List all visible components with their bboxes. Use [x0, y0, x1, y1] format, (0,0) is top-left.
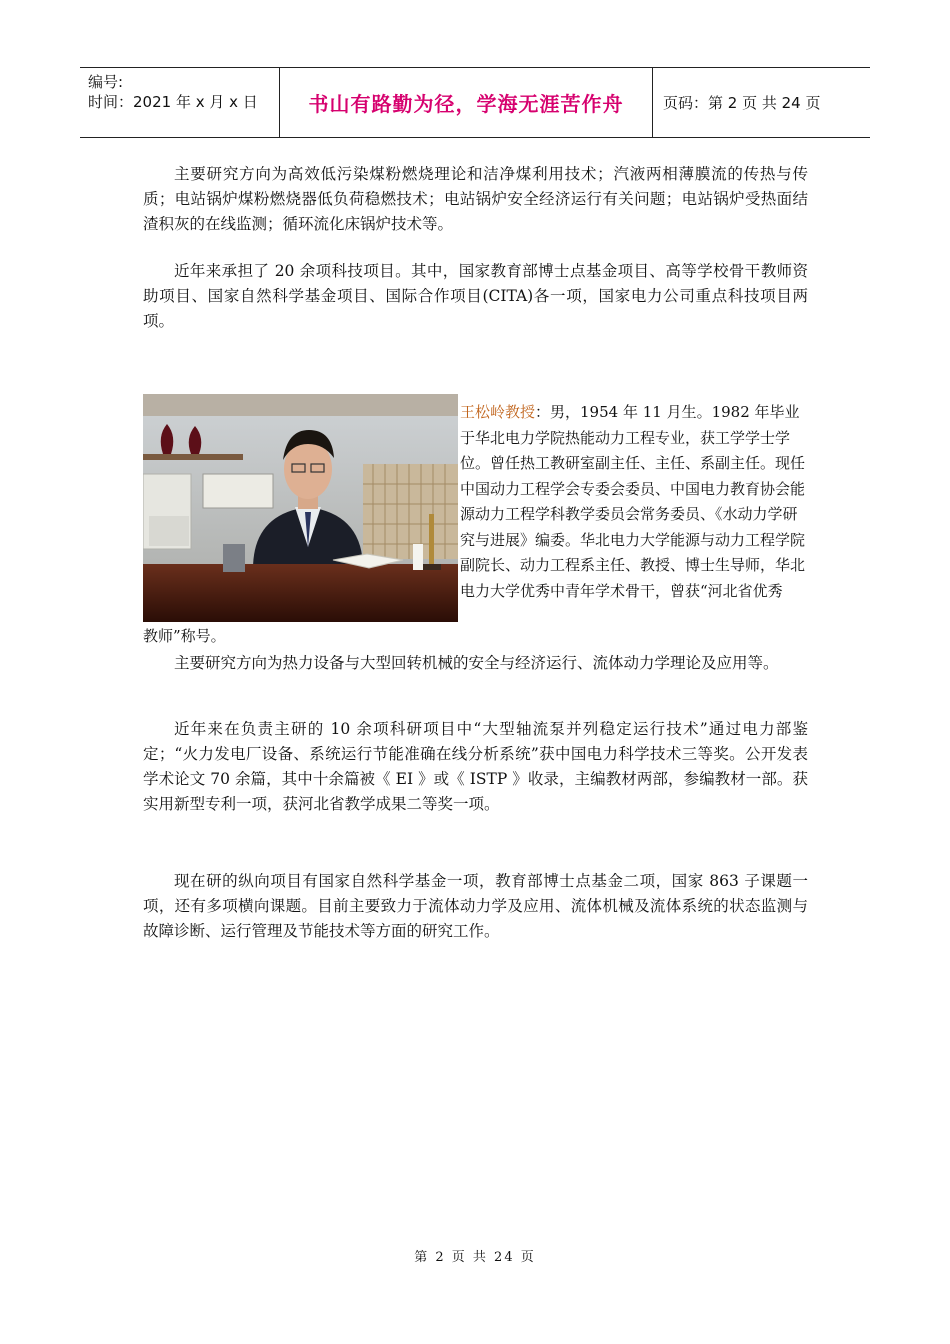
- professor-bio: [460, 400, 810, 604]
- header-meta: [80, 68, 280, 137]
- paragraph-research-direction-2: 主要研究方向为热力设备与大型回转机械的安全与经济运行、流体动力学理论及应用等。: [174, 654, 779, 672]
- professor-name: 王松岭教授: [460, 403, 536, 421]
- paragraph-research-direction: 主要研究方向为高效低污染煤粉燃烧理论和洁净煤利用技术；汽液两相薄膜流的传热与传质；电站锅炉煤粉燃烧器低负荷稳燃技术；电站锅炉安全经济运行有关问题；电站锅炉受热面结渣积灰的在线监测；循环流化床锅炉技术等。: [143, 165, 808, 233]
- document-number-label: 编号:: [88, 73, 124, 91]
- document-time-label: 时间：2021 年 x 月 x 日: [88, 93, 258, 111]
- header-motto: 书山有路勤为径，学海无涯苦作舟: [280, 68, 653, 137]
- header-page-label: 页码：第 2 页 共 24 页: [663, 94, 821, 112]
- page-header: [80, 67, 870, 138]
- professor-bio-text: ：男，1954 年 11 月生。1982 年毕业于华北电力学院热能动力工程专业，获工学学士学位。曾任热工教研室副主任、主任、系副主任。现任中国动力工程学会专委会委员、中国电力教育协会能源动力工程学科教学委员会常务委员、《水动力学研究与进展》编委。华北电力大学能源与动力工程学院副院长、动力工程系主任、教授、博士生导师，华北电力大学优秀中青年学术骨干，曾获“河北省优秀: [460, 403, 806, 600]
- professor-photo: [143, 394, 458, 622]
- professor-bio-tail: 教师”称号。: [143, 627, 226, 645]
- paragraph-projects: 近年来承担了 20 余项科技项目。其中，国家教育部博士点基金项目、高等学校骨干教师资助项目、国家自然科学基金项目、国际合作项目(CITA)各一项，国家电力公司重点科技项目两项。: [143, 262, 808, 330]
- paragraph-achievements: 近年来在负责主研的 10 余项科研项目中“大型轴流泵并列稳定运行技术”通过电力部鉴定；“火力发电厂设备、系统运行节能准确在线分析系统”获中国电力科学技术三等奖。公开发表学术论文 70 余篇，其中十余篇被《 EI 》或《 ISTP 》收录，主编教材两部，参编教材一部。获实用新型专利一项，获河北省教学成果二等奖一项。: [143, 720, 808, 813]
- page-footer: 第 2 页 共 24 页: [414, 1250, 536, 1265]
- paragraph-current-projects: 现在研的纵向项目有国家自然科学基金一项，教育部博士点基金二项，国家 863 子课题一项，还有多项横向课题。目前主要致力于流体动力学及应用、流体机械及流体系统的状态监测与故障诊断、运行管理及节能技术等方面的研究工作。: [143, 872, 808, 940]
